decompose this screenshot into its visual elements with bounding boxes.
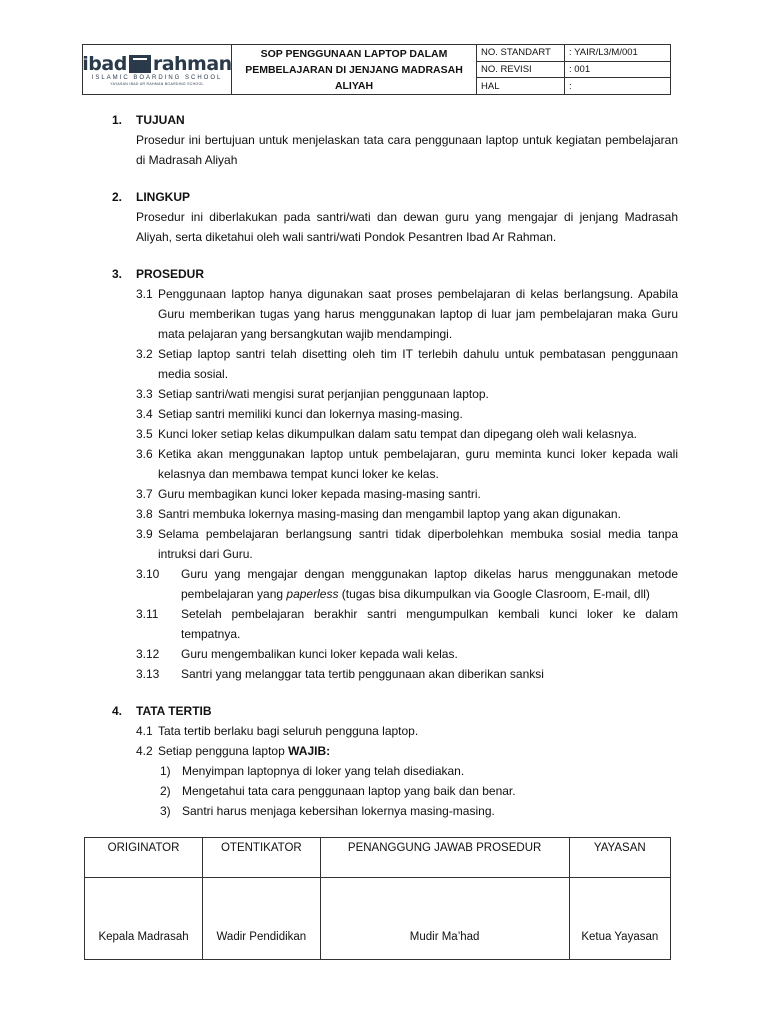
item-number: 3.7 <box>136 487 153 501</box>
section-heading: LINGKUP <box>136 190 190 204</box>
logo-wordmark <box>82 54 231 74</box>
procedure-item <box>112 384 678 404</box>
item-number: 3.1 <box>136 287 153 301</box>
item-text: Tata tertib berlaku bagi seluruh pengguna laptop. <box>158 724 419 738</box>
item-text-bold: WAJIB: <box>288 744 331 758</box>
subitem-number: 1) <box>160 764 171 778</box>
rule-item <box>112 741 678 761</box>
item-text: Setiap santri memiliki kunci dan lokernya masing-masing. <box>158 407 463 421</box>
item-text <box>158 741 678 761</box>
signature-header-row <box>85 838 671 878</box>
item-text: Guru membagikan kunci loker kepada masing-masing santri. <box>158 487 481 501</box>
procedure-item <box>112 664 678 684</box>
item-text: Selama pembelajaran berlangsung santri tidak diperbolehkan membuka sosial media tanpa intruksi dari Guru. <box>158 527 678 561</box>
meta-label: NO. REVISI <box>477 62 565 78</box>
item-text-part: Setiap pengguna laptop <box>158 744 289 758</box>
section-title-prosedur <box>112 264 678 284</box>
subitem-number: 3) <box>160 804 171 818</box>
section-number: 2. <box>112 190 123 204</box>
procedure-item <box>112 524 678 564</box>
signature-table <box>84 837 671 960</box>
logo-subline: YAYASAN IBAD AR RAHMAN BOARDING SCHOOL <box>110 81 204 86</box>
signature-header: PENANGGUNG JAWAB PROSEDUR <box>320 838 569 878</box>
item-text: Guru mengembalikan kunci loker kepada wali kelas. <box>181 647 458 661</box>
document-header <box>82 44 671 95</box>
item-number: 3.4 <box>136 407 153 421</box>
item-number: 3.10 <box>136 567 160 581</box>
subitem-text: Menyimpan laptopnya di loker yang telah disediakan. <box>182 764 465 778</box>
meta-row-standart <box>477 45 670 62</box>
item-text-emphasis: paperless <box>286 587 339 601</box>
item-text: Penggunaan laptop hanya digunakan saat proses pembelajaran di kelas berlangsung. Apabila Guru memberikan tugas yang harus menggunakan laptop di luar jam pembelajaran maka Guru mata pelajaran yang bersangkutan wajib mendampingi. <box>158 287 678 341</box>
section-number: 1. <box>112 113 123 127</box>
item-number: 3.13 <box>136 667 160 681</box>
meta-row-revisi <box>477 62 670 79</box>
procedure-item <box>112 424 678 444</box>
item-text: Kunci loker setiap kelas dikumpulkan dalam satu tempat dan dipegang oleh wali kelasnya. <box>158 427 637 441</box>
meta-row-hal <box>477 78 670 94</box>
meta-value: : <box>569 80 572 92</box>
item-number: 3.2 <box>136 347 153 361</box>
item-text: Setelah pembelajaran berakhir santri mengumpulkan kembali kunci loker ke dalam tempatnya. <box>181 607 678 641</box>
section-number: 4. <box>112 704 123 718</box>
item-number: 3.6 <box>136 447 153 461</box>
procedure-item <box>112 344 678 384</box>
procedure-item <box>112 404 678 424</box>
procedure-item <box>112 504 678 524</box>
item-number: 3.3 <box>136 387 153 401</box>
rule-item <box>112 721 678 741</box>
subitem-text: Mengetahui tata cara penggunaan laptop yang baik dan benar. <box>182 784 516 798</box>
signature-header: YAYASAN <box>569 838 670 878</box>
subitem-text: Santri harus menjaga kebersihan lokernya masing-masing. <box>182 804 495 818</box>
signature-name: Wadir Pendidikan <box>203 878 321 960</box>
item-text-part: (tugas bisa dikumpulkan via Google Clasroom, E-mail, dll) <box>338 587 650 601</box>
procedure-item <box>112 564 678 604</box>
procedure-item <box>112 644 678 664</box>
item-number: 3.5 <box>136 427 153 441</box>
signature-name-row <box>85 878 671 960</box>
logo-emblem-icon <box>129 55 151 73</box>
item-number: 4.2 <box>136 744 153 758</box>
section-title-tata-tertib <box>112 701 678 721</box>
document-body <box>112 110 678 821</box>
logo-word-ibad: ibad <box>82 52 127 75</box>
item-text-part: Guru yang mengajar dengan menggunakan laptop dikelas harus menggunakan metode pembelajaran yang <box>181 567 678 601</box>
procedure-item <box>112 284 678 344</box>
meta-value: : 001 <box>569 64 591 75</box>
logo-word-rahman: rahman <box>152 52 232 75</box>
item-number: 4.1 <box>136 724 153 738</box>
section-title-lingkup <box>112 187 678 207</box>
item-text: Santri membuka lokernya masing-masing dan mengambil laptop yang akan digunakan. <box>158 507 621 521</box>
section-text-tujuan: Prosedur ini bertujuan untuk menjelaskan tata cara penggunaan laptop untuk kegiatan pembelajaran di Madrasah Aliyah <box>136 133 678 167</box>
logo-tagline: ISLAMIC BOARDING SCHOOL <box>91 74 223 81</box>
meta-label: NO. STANDART <box>477 45 565 61</box>
section-heading: TUJUAN <box>136 113 185 127</box>
item-text: Setiap santri/wati mengisi surat perjanjian penggunaan laptop. <box>158 387 489 401</box>
document-title: SOP PENGGUNAAN LAPTOP DALAM PEMBELAJARAN DI JENJANG MADRASAH ALIYAH <box>232 45 477 94</box>
meta-label: HAL <box>477 78 565 94</box>
item-text <box>181 564 678 604</box>
document-meta <box>477 45 670 94</box>
procedure-item <box>112 604 678 644</box>
item-text: Setiap laptop santri telah disetting oleh tim IT terlebih dahulu untuk pembatasan penggunaan media sosial. <box>158 347 678 381</box>
signature-header: OTENTIKATOR <box>203 838 321 878</box>
signature-header: ORIGINATOR <box>85 838 203 878</box>
signature-name: Mudir Ma’had <box>320 878 569 960</box>
section-heading: TATA TERTIB <box>136 704 212 718</box>
item-text: Ketika akan menggunakan laptop untuk pembelajaran, guru meminta kunci loker kepada wali kelasnya dan membawa tempat kunci loker ke kelas. <box>158 447 678 481</box>
signature-name: Kepala Madrasah <box>85 878 203 960</box>
section-heading: PROSEDUR <box>136 267 205 281</box>
item-number: 3.11 <box>136 607 159 621</box>
signature-name: Ketua Yayasan <box>569 878 670 960</box>
rule-subitem <box>112 801 678 821</box>
school-logo <box>83 45 232 94</box>
section-text-lingkup: Prosedur ini diberlakukan pada santri/wati dan dewan guru yang mengajar di jenjang Madrasah Aliyah, serta diketahui oleh wali santri/wati Pondok Pesantren Ibad Ar Rahman. <box>136 210 678 244</box>
subitem-number: 2) <box>160 784 171 798</box>
item-number: 3.9 <box>136 527 153 541</box>
item-text: Santri yang melanggar tata tertib penggunaan akan diberikan sanksi <box>181 667 544 681</box>
meta-value: : YAIR/L3/M/001 <box>569 47 638 59</box>
rule-subitem <box>112 761 678 781</box>
section-number: 3. <box>112 267 123 281</box>
procedure-item <box>112 484 678 504</box>
item-number: 3.8 <box>136 507 153 521</box>
procedure-item <box>112 444 678 484</box>
rule-subitem <box>112 781 678 801</box>
section-title-tujuan <box>112 110 678 130</box>
item-number: 3.12 <box>136 647 160 661</box>
